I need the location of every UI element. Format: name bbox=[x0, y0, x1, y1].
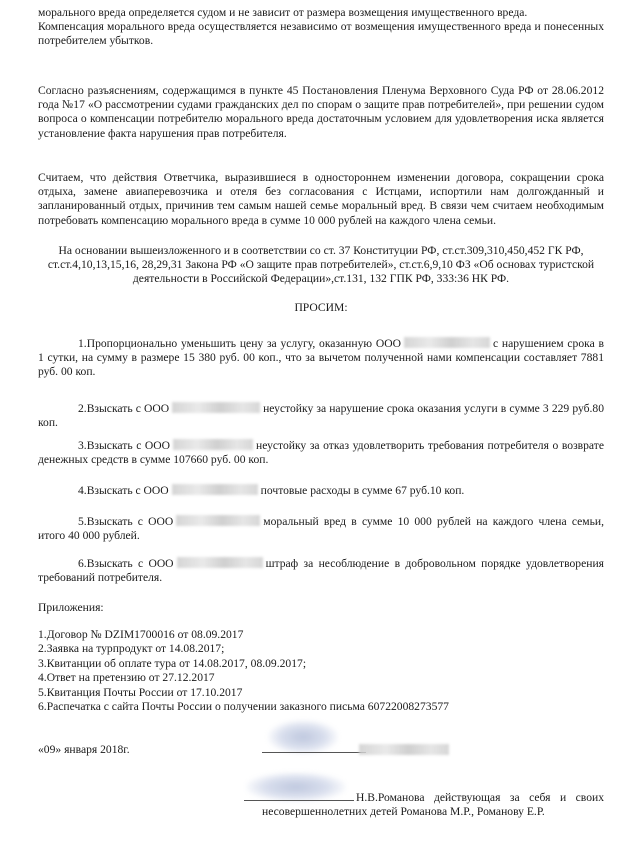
demand-1-pre: 1.Пропорционально уменьшить цену за услугу, оказанную ООО bbox=[78, 337, 401, 350]
demand-3-post: неустойку за отказ удовлетворить требования потребителя о возврате денежных средств в сумме 107660 руб. 00 коп. bbox=[38, 439, 604, 467]
demand-item-1 bbox=[38, 337, 604, 380]
demand-2-post: неустойку за нарушение срока оказания услуги в сумме 3 229 руб.80 коп. bbox=[38, 402, 604, 430]
demand-item-6 bbox=[38, 557, 604, 585]
redacted-company-name bbox=[404, 337, 490, 348]
attachment-item: 6.Распечатка с сайта Почты России о получении заказного письма 60722008273577 bbox=[38, 700, 449, 714]
paragraph-legal-basis bbox=[38, 244, 604, 287]
paragraph-moral-damage bbox=[38, 6, 604, 49]
paragraph-moral-damage-rest: Компенсация морального вреда осуществляется независимо от возмещения имущественного вреда и понесенных потребителем убытков. bbox=[38, 20, 604, 48]
paragraph-plenum-text: Согласно разъяснениям, содержащимся в пункте 45 Постановления Пленума Верховного Суда РФ от 28.06.2012 года №17 «О рассмотрении судами гражданских дел по спорам о защите прав потребителей», при решении судом вопроса о компенсации потребителю морального вреда достаточным условием для удовлетворения иска является установление факта нарушения прав потребителя. bbox=[38, 84, 604, 140]
paragraph-defendant-text: Считаем, что действия Ответчика, выразившиеся в одностороннем изменении договора, сокращении срока отдыха, замене авиаперевозчика и отеля без согласования с Истцами, испортили нам долгожданный и запланированный отдых, причинив тем самым нашей семье моральный вред. В связи чем считаем необходимым потребовать компенсацию морального вреда в сумме 10 000 рублей на каждого члена семьи. bbox=[38, 171, 604, 227]
redacted-company-name bbox=[172, 484, 258, 495]
attachment-item: 5.Квитанция Почты России от 17.10.2017 bbox=[38, 685, 243, 699]
redacted-signature bbox=[246, 772, 346, 802]
attachments-list bbox=[38, 628, 604, 714]
attachment-item: 4.Ответ на претензию от 27.12.2017 bbox=[38, 671, 215, 685]
attachment-item: 2.Заявка на турпродукт от 14.08.2017; bbox=[38, 642, 225, 656]
demand-item-3 bbox=[38, 439, 604, 467]
heading-request-text: ПРОСИМ: bbox=[294, 301, 348, 314]
signature-name-line1 bbox=[356, 791, 604, 805]
paragraph-moral-damage-line1: морального вреда определяется судом и не зависит от размера возмещения имущественного вреда. bbox=[38, 6, 528, 19]
attachment-item: 1.Договор № DZIM1700016 от 08.09.2017 bbox=[38, 628, 244, 641]
signature-name-line1-text: Н.В.Романова действующая за себя и своих bbox=[356, 791, 604, 804]
paragraph-legal-basis-text: На основании вышеизложенного и в соответствии со ст. 37 Конституции РФ, ст.ст.309,310,450,452 ГК РФ, ст.ст.4,10,13,15,16, 28,29,31 Закона РФ «О защите прав потребителей», ст.ст.6,9,10 ФЗ «Об основах туристской деятельности в Российской Федерации»,ст.131, 132 ГПК РФ, 333:36 НК РФ. bbox=[47, 244, 595, 286]
redacted-company-name bbox=[177, 557, 263, 568]
demand-item-2 bbox=[38, 402, 604, 430]
attachments-title-text: Приложения: bbox=[38, 601, 104, 614]
demand-5-pre: 5.Взыскать с ООО bbox=[78, 515, 174, 528]
signature-line bbox=[244, 800, 354, 801]
demand-4-post: почтовые расходы в сумме 67 руб.10 коп. bbox=[260, 484, 465, 497]
redacted-name bbox=[359, 744, 449, 755]
signature-name-line2 bbox=[262, 805, 604, 819]
attachment-item: 3.Квитанции об оплате тура от 14.08.2017, 08.09.2017; bbox=[38, 656, 307, 670]
demand-item-4 bbox=[38, 484, 604, 498]
redacted-company-name bbox=[172, 402, 260, 413]
demand-6-post: штраф за несоблюдение в добровольном порядке удовлетворения требований потребителя. bbox=[38, 557, 604, 585]
paragraph-plenum-clarification bbox=[38, 84, 604, 141]
heading-request bbox=[38, 301, 604, 315]
redacted-company-name bbox=[176, 515, 260, 526]
attachments-title bbox=[38, 601, 604, 615]
demand-6-pre: 6.Взыскать с ООО bbox=[78, 557, 174, 570]
demand-3-pre: 3.Взыскать с ООО bbox=[78, 439, 171, 452]
paragraph-defendant-actions bbox=[38, 171, 604, 228]
demand-5-post: моральный вред в сумме 10 000 рублей на каждого члена семьи, итого 40 000 рублей. bbox=[38, 515, 604, 543]
demand-item-5 bbox=[38, 515, 604, 543]
demand-1-post: с нарушением срока в 1 сутки, на сумму в размере 15 380 руб. 00 коп., что за вычетом полученной нами компенсации составляет 7881 руб. 00 коп. bbox=[38, 337, 604, 379]
signature-line bbox=[262, 752, 366, 753]
document-date-text: «09» января 2018г. bbox=[38, 743, 130, 756]
demand-2-pre: 2.Взыскать с ООО bbox=[78, 402, 170, 415]
redacted-signature bbox=[268, 720, 338, 754]
redacted-company-name bbox=[173, 439, 253, 450]
demand-4-pre: 4.Взыскать с ООО bbox=[78, 484, 169, 497]
signature-name-line2-text: несовершеннолетних детей Романова М.Р., Романову Е.Р. bbox=[262, 805, 545, 818]
